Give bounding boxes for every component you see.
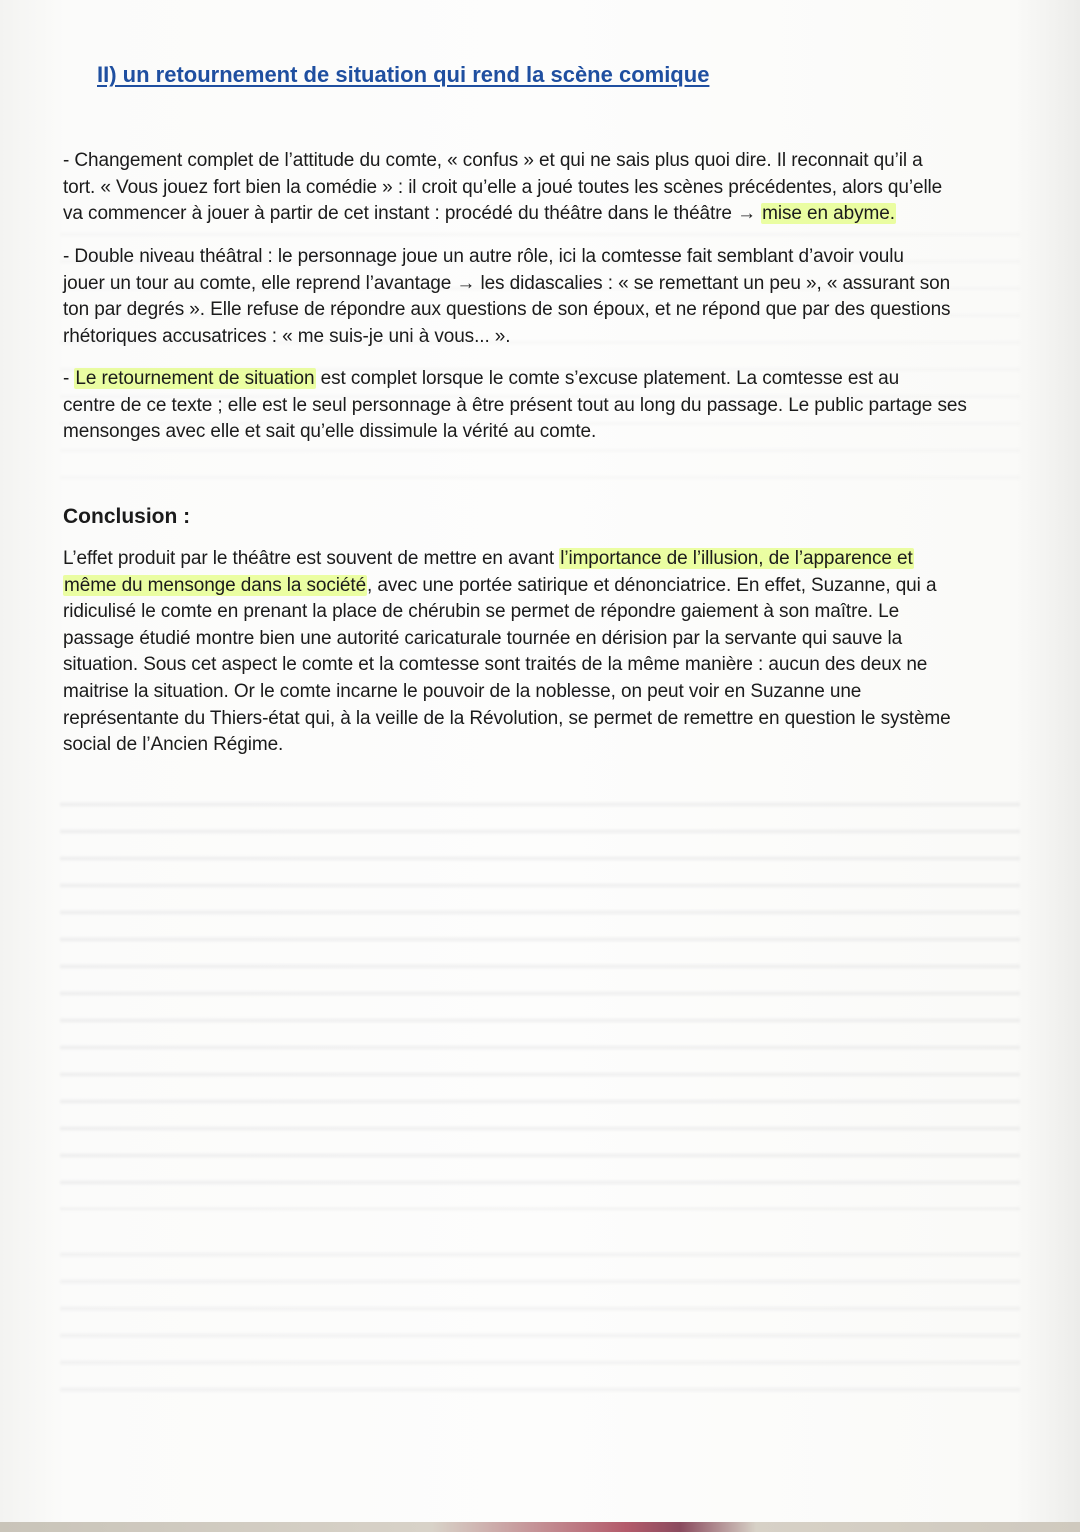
paragraph-conclusion [63,546,1023,759]
show-through-text-bottom [60,1230,1020,1410]
paragraph-line [63,366,1023,393]
paragraph-line: rhétoriques accusatrices : « me suis-je uni à vous... ». [63,325,511,347]
paragraph-line: - Changement complet de l’attitude du comte, « confus » et qui ne sais plus quoi dire. Il reconnait qu’il a [63,150,923,171]
text-segment: va commencer à jouer à partir de cet instant : procédé du théâtre dans le théâtre → [63,203,762,225]
paragraph-line: social de l’Ancien Régime. [63,734,284,756]
paragraph-double-niveau [63,244,1023,350]
paragraph-attitude-comte [63,148,1023,228]
text-segment: L’effet produit par le théâtre est souvent de mettre en avant [63,548,560,569]
paragraph-line: représentante du Thiers-état qui, à la veille de la Révolution, se permet de remettre en question le système [63,707,951,729]
paragraph-line: centre de ce texte ; elle est le seul personnage à être présent tout au long du passage. Le public partage ses [63,394,967,416]
show-through-text-middle [60,780,1020,1210]
paragraph-line: - Double niveau théâtral : le personnage joue un autre rôle, ici la comtesse fait semblant d’avoir voulu [63,246,904,267]
paragraph-retournement [63,366,1023,446]
text-segment: est complet lorsque le comte s’excuse platement. La comtesse est au [315,368,900,389]
paragraph-line [63,573,1023,600]
paragraph-line: maitrise la situation. Or le comte incarne le pouvoir de la noblesse, on peut voir en Suzanne une [63,680,862,702]
conclusion-title: Conclusion : [63,505,191,528]
paragraph-line: tort. « Vous jouez fort bien la comédie » : il croit qu’elle a joué toutes les scènes précédentes, alors qu’elle [63,176,943,198]
text-segment: , avec une portée satirique et dénonciatrice. En effet, Suzanne, qui a [367,574,937,596]
highlighted-text: mise en abyme. [762,203,895,225]
paragraph-line: ton par degrés ». Elle refuse de répondre aux questions de son époux, et ne répond que par des questions [63,299,951,321]
highlighted-text: l’importance de l’illusion, de l’apparence et [560,548,913,569]
paragraph-line: jouer un tour au comte, elle reprend l’avantage → les didascalies : « se remettant un peu », « assurant son [63,272,951,294]
paragraph-line: situation. Sous cet aspect le comte et la comtesse sont traités de la même manière : aucun des deux ne [63,654,928,676]
highlighted-text: Le retournement de situation [75,368,315,389]
paragraph-line [63,201,1023,228]
paragraph-line: passage étudié montre bien une autorité caricaturale tournée en dérision par la servante qui sauve la [63,627,903,649]
paragraph-line: mensonges avec elle et sait qu’elle dissimule la vérité au comte. [63,421,597,443]
highlighted-text: même du mensonge dans la société [64,574,367,596]
paragraph-line [63,546,1023,573]
section-heading: II) un retournement de situation qui rend la scène comique [97,62,710,87]
text-segment: - [63,368,75,389]
page-bottom-edge [0,1522,1080,1532]
paragraph-line: ridiculisé le comte en prenant la place de chérubin se permet de répondre gaiement à son maître. Le [63,601,900,623]
